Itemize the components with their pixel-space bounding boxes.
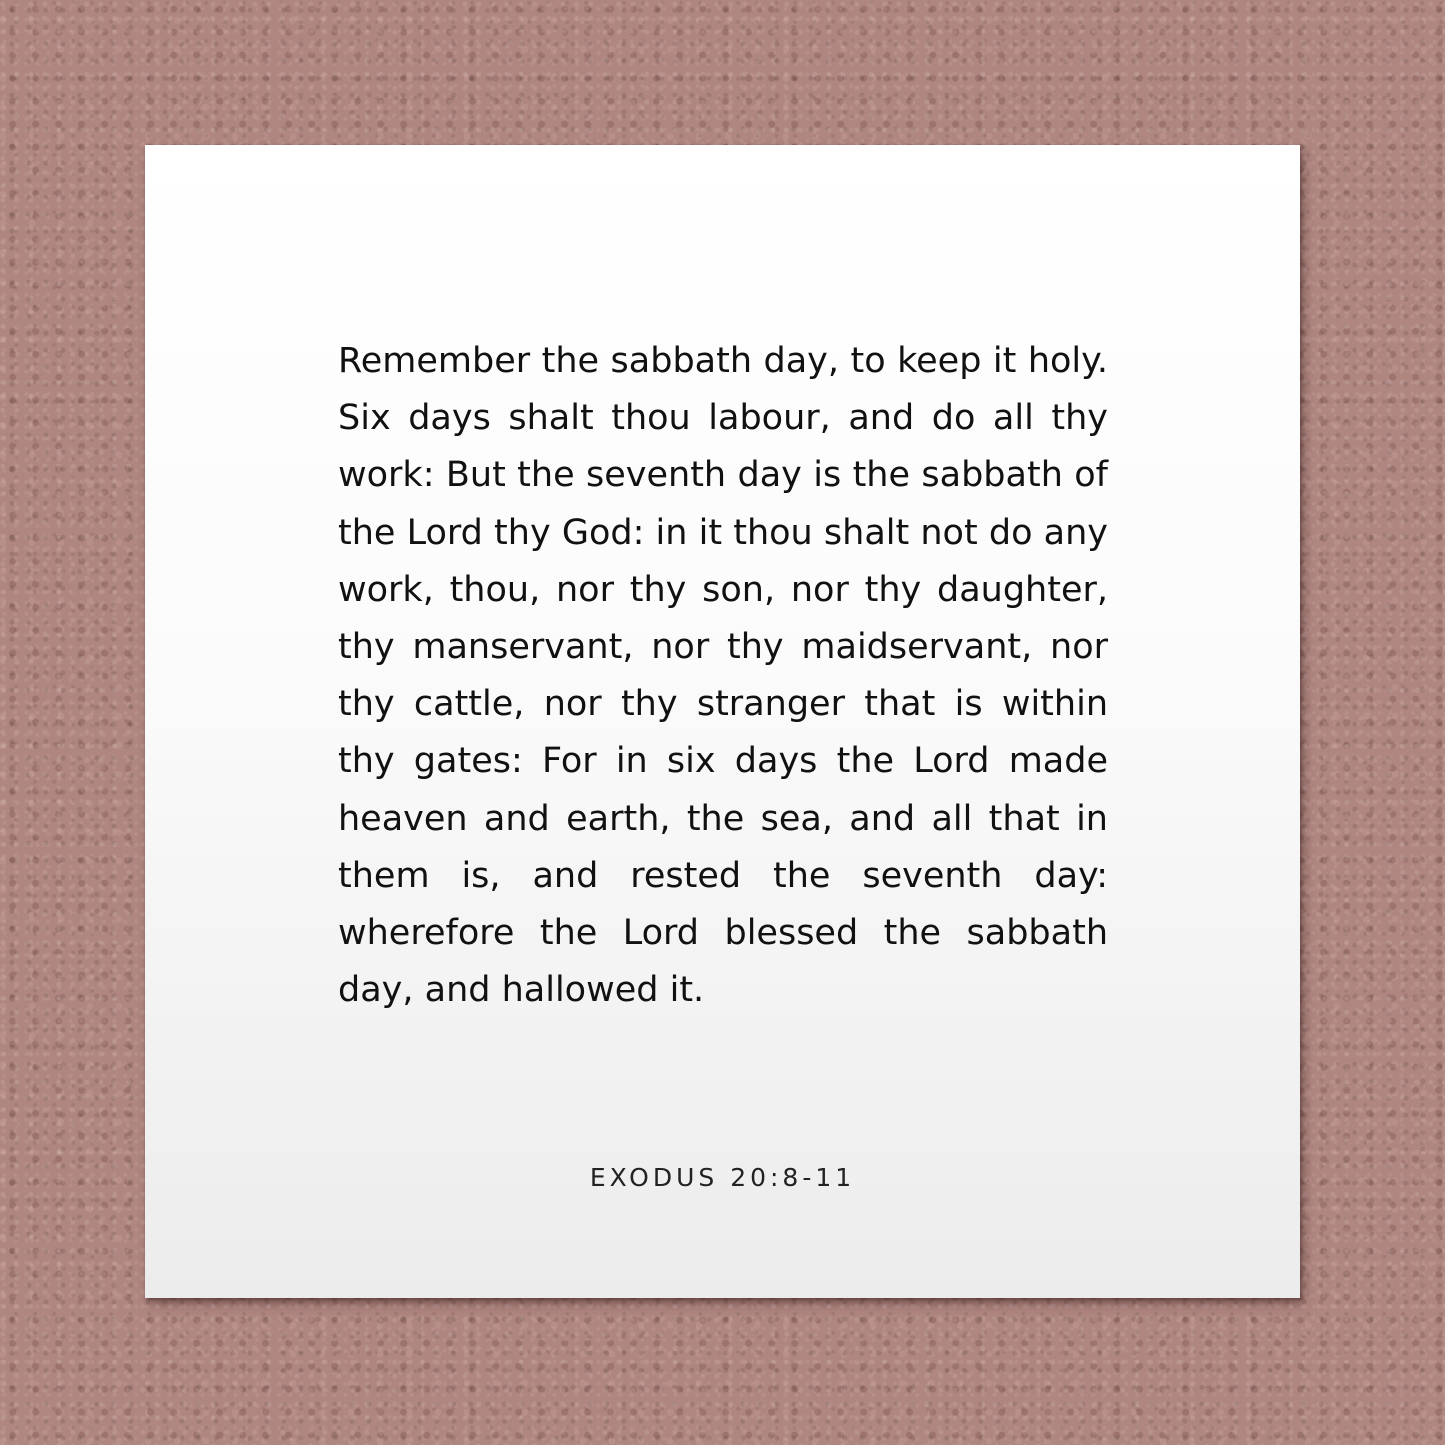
scripture-quote: Remember the sabbath day, to keep it holy. Six days shalt thou labour, and do all thy work: But the seventh day is the sabbath of the Lord thy God: in it thou shalt not do any work, thou, nor thy son, nor thy daughter, thy manservant, nor thy maidservant, nor thy cattle, nor thy stranger that is within thy gates: For in six days the Lord made heaven and earth, the sea, and all that in them is, and rested the seventh day: wherefore the Lord blessed the sabbath day, and hallowed it. xyxy=(338,341,1108,1011)
scripture-reference: EXODUS 20:8-11 xyxy=(589,1163,856,1192)
scripture-print-card xyxy=(145,145,1300,1298)
